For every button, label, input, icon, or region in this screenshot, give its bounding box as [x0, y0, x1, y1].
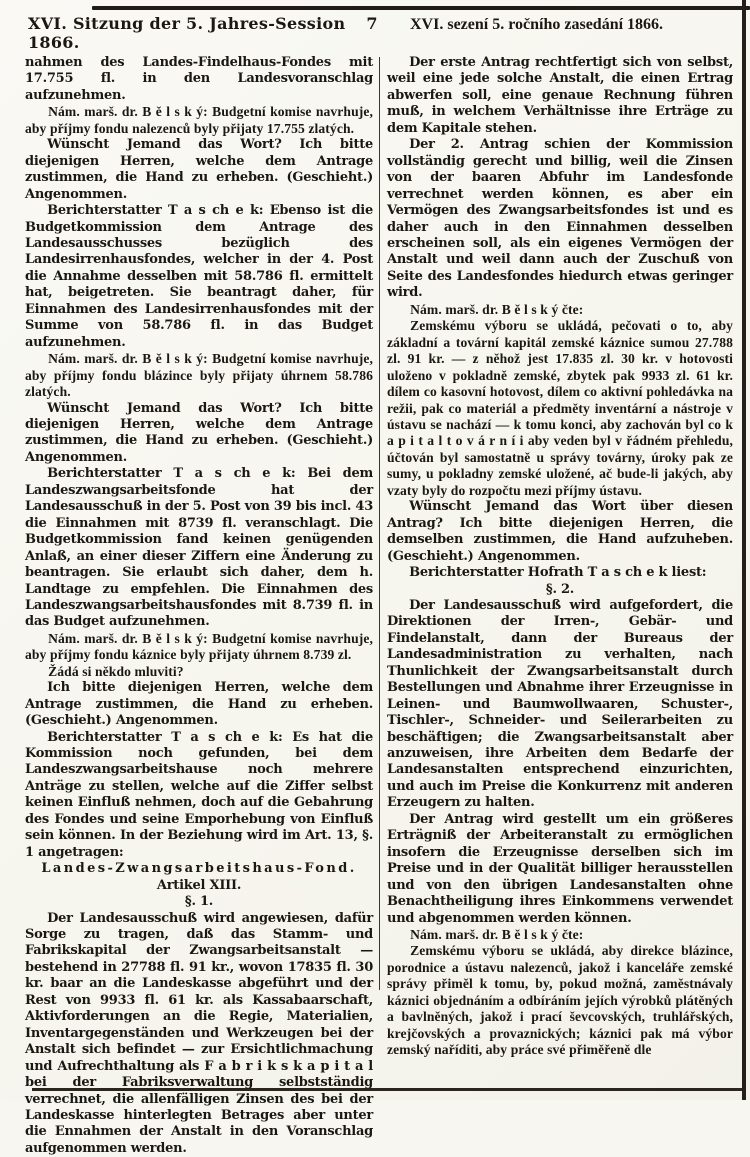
text-columns [25, 55, 736, 1156]
paragraph: Ich bitte diejenigen Herren, welche dem Antrage zustimmen, die Hand zu erheben. (Geschieht.) Angenommen. [25, 680, 373, 729]
paragraph: Wünscht Jemand das Wort? Ich bitte diejenigen Herren, welche dem Antrage zustimmen, die Hand zu erheben. (Geschieht.) Angenommen. [25, 400, 373, 465]
scan-edge-right [742, 0, 746, 1100]
column-divider-rule [379, 57, 380, 990]
right-column [387, 55, 733, 1058]
paragraph: Der erste Antrag rechtfertigt sich von selbst, weil eine jede solche Anstalt, die einen Ertrag abwerfen soll, eine genaue Rechnung führen muß, in welchem Verhältnisse ihre Erträge zu dem Kapitale stehen. [387, 55, 733, 136]
paragraph: Zemskému výboru se ukládá, aby direkce blázince, porodnice a ústavu nalezenců, jakož i kanceláře zemské správy přiměl k tomu, by, pokud možná, zaměstnávaly káznici objednáním a odbíráním jejích výrobků plátěných a bavlněných, jakož i prací ševcovských, truhlářských, krejčovských a provaznických; káznici pak má výbor zemský naříditi, aby práce své přiměřeně dle [387, 943, 733, 1058]
section-heading: §. 1. [184, 894, 214, 910]
paragraph: Nám. marš. dr. B ě l s k ý čte: [410, 927, 584, 943]
paragraph: Der Landesausschuß wird aufgefordert, die Direktionen der Irren-, Gebär- und Findelanstalt, dann der Bureaus der Landesadministration zu verhalten, nach Thunlichkeit der Zwangsarbeitsanstalt durch Bestellungen und Abnahme ihrer Erzeugnisse in Leinen- und Baumwollwaaren, Schuster-, Tischler-, Schneider- und Seilerarbeiten zu beschäftigen; die Zwangsarbeitsanstalt aber anzuweisen, ihre Arbeiten dem Bedarfe der Landesanstalten entsprechend einzurichten, und auch im Preise die Konkurrenz mit anderen Erzeugern zu halten. [387, 597, 733, 811]
paragraph: Zemskému výboru se ukládá, pečovati o to, aby základní a tovární kapitál zemské káznice sumou 27.788 zl. 91 kr. — z něhož jest 17.835 zl. 30 kr. v hotovosti uloženo v pokladně zemské, zbytek pak 9933 zl. 61 kr. dílem co kasovní hotovost, dílem co aktivní pohledávka na režii, pak co materiál a předměty inventární a nástroje v ústavu se nachází — k tomu konci, aby zachován byl co k a p i t a l t o v á r n í i aby veden byl v řádném přehledu, účtován byl samostatně u správy továrny, úroky pak ze sumy, u pokladny zemské uložené, ač bude-li jakých, aby vzaty byly do rozpočtu mezi příjmy ústavu. [387, 318, 733, 498]
paragraph: Nám. marš. dr. B ě l s k ý: Budgetní komise navrhuje, aby příjmy fondu nalezenců byly přijaty 17.755 zlatých. [25, 104, 373, 136]
paragraph: Der Antrag wird gestellt um ein größeres Erträgniß der Arbeiteranstalt zu ermöglichen insofern die Erzeugnisse derselben sich im Preise und in der Qualität billiger herausstellen und von den übrigen Landesanstalten ohne Benachtheiligung ihres Einkommens verwendet und abgenommen werden können. [387, 811, 733, 926]
header-title-czech: XVI. sezení 5. ročního zasedání 1866. [410, 16, 664, 33]
paragraph: Nám. marš. dr. B ě l s k ý: Budgetní komise navrhuje, aby příjmy fondu blázince byly přijaty úhrnem 58.786 zlatých. [25, 351, 373, 400]
left-column [25, 55, 373, 1156]
page-header [28, 14, 728, 52]
paragraph: Der 2. Antrag schien der Kommission vollständig gerecht und billig, weil die Zinsen von der baaren Abfuhr im Landesfonde verrechnet werden können, es aber ein Vermögen des Zwangsarbeitsfondes ist und es daher auch in den Einnahmen desselben erscheinen soll, als ein eigenes Vermögen der Anstalt und weil dann auch der Zuschuß von Seite des Landesfondes hiedurch etwas geringer wird. [387, 137, 733, 301]
section-heading: §. 2. [545, 581, 575, 597]
section-heading: Artikel XIII. [156, 877, 242, 893]
paragraph: Nám. marš. dr. B ě l s k ý: Budgetní komise navrhuje, aby příjmy fondu káznice byly přijaty úhrnem 8.739 zl. [25, 630, 373, 663]
header-title-german: XVI. Sitzung der 5. Jahres-Session 1866. [28, 14, 346, 52]
paragraph: Berichterstatter Hofrath T a s ch e k liest: [409, 565, 707, 581]
paragraph: Žádá si někdo mluviti? [48, 663, 184, 679]
paragraph: Berichterstatter T a s ch e k: Ebenso ist die Budgetkommission dem Antrage des Landesausschusses bezüglich des Landesirrenhausfondes, welcher in der 4. Post die Annahme desselben mit 58.786 fl. ermittelt hat, beigetreten. Sie beantragt daher, für Einnahmen des Landesirrenhausfondes mit der Summe von 58.786 fl. in das Budget aufzunehmen. [25, 203, 373, 350]
paragraph: Wünscht Jemand das Wort über diesen Antrag? Ich bitte diejenigen Herren, die demselben zustimmen, die Hand aufzuheben. (Geschieht.) Angenommen. [387, 499, 733, 564]
paragraph: Der Landesausschuß wird angewiesen, dafür Sorge zu tragen, daß das Stamm- und Fabrikskapital der Zwangsarbeitsanstalt — bestehend in 27788 fl. 91 kr., wovon 17835 fl. 30 kr. baar an die Landeskasse abgeführt und der Rest von 9933 fl. 61 kr. als Kassabaarschaft, Aktivforderungen an die Regie, Materialien, Inventargegenständen und Werkzeugen bei der Anstalt sich befindet — zur Ersichtlichmachung und Aufrechthaltung als F a b r i k s k a p i t a l bei der Fabriksverwaltung selbstständig verrechnet, die allenfälligen Zinsen des bei der Landeskasse hinterlegten Betrages aber unter die Ennahmen der Anstalt in den Voranschlag aufgenommen werden. [25, 910, 373, 1156]
page-number: 7 [366, 14, 378, 33]
paragraph: Wünscht Jemand das Wort? Ich bitte diejenigen Herren, welche dem Antrage zustimmen, die Hand zu erheben. (Geschieht.) Angenommen. [25, 137, 373, 202]
section-heading: Landes-Zwangsarbeitshaus-Fond. [41, 861, 357, 877]
paragraph: Nám. marš. dr. B ě l s k ý čte: [410, 301, 584, 317]
paragraph: Berichterstatter T a s ch e k: Es hat die Kommission noch gefunden, bei dem Landeszwangsarbeitshause noch mehrere Anträge zu stellen, welche auf die Ziffer selbst keinen Einfluß nehmen, doch auf die Gebahrung des Fondes und seine Emporhebung von Einfluß sein können. In der Beziehung wird im Art. 13, §. 1 angetragen: [25, 729, 373, 860]
scan-edge-top [92, 6, 750, 10]
paragraph: Berichterstatter T a s ch e k: Bei dem Landeszwangsarbeitsfonde hat der Landesausschuß in der 5. Post von 39 bis incl. 43 die Einnahmen mit 8739 fl. veranschlagt. Die Budgetkommission fand keinen genügenden Anlaß, an einer dieser Ziffern eine Änderung zu beantragen. Sie erlaubt sich daher, dem h. Landtage zu empfehlen. Die Einnahmen des Landeszwangsarbeitshausfondes mit 8.739 fl. in das Budget aufzunehmen. [25, 466, 373, 630]
paragraph: nahmen des Landes-Findelhaus-Fondes mit 17.755 fl. in den Landesvoranschlag aufzunehmen. [25, 55, 373, 103]
